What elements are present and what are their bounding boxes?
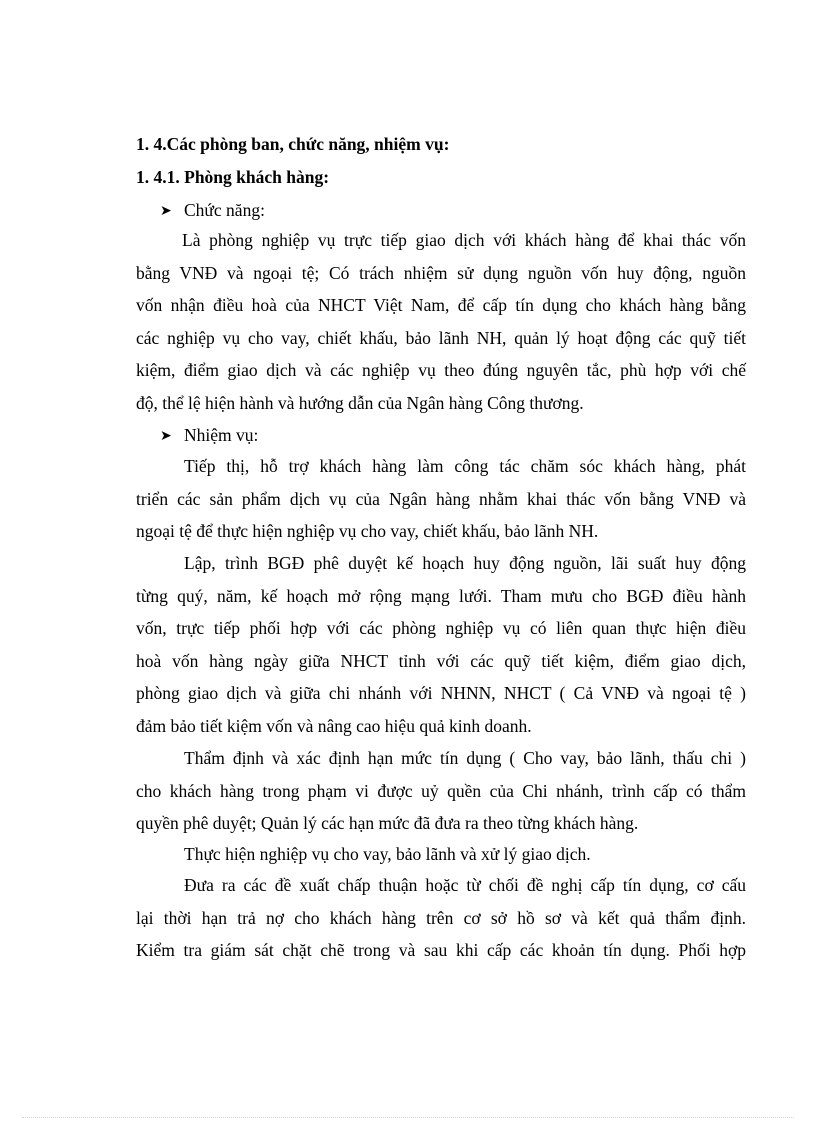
paragraph-line: kiệm, điểm giao dịch và các nghiệp vụ theo đúng nguyên tắc, phù hợp với chế bbox=[136, 360, 746, 381]
function-paragraph bbox=[136, 224, 746, 420]
paragraph-line: quyền phê duyệt; Quản lý các hạn mức đã đưa ra theo từng khách hàng. bbox=[136, 813, 639, 834]
duty-paragraph-1 bbox=[136, 450, 746, 548]
duty-paragraph-5 bbox=[136, 869, 746, 967]
duty-paragraph-3 bbox=[136, 742, 746, 840]
duty-bullet bbox=[160, 424, 258, 448]
paragraph-line: lại thời hạn trả nợ cho khách hàng trên cơ sở hồ sơ và kết quả thẩm định. bbox=[136, 907, 746, 928]
page-bottom-rule bbox=[22, 1117, 794, 1118]
paragraph-line: hoà vốn hàng ngày giữa NHCT tỉnh với các quỹ tiết kiệm, điểm giao dịch, bbox=[136, 650, 746, 671]
paragraph-line: Tiếp thị, hỗ trợ khách hàng làm công tác chăm sóc khách hàng, phát bbox=[184, 456, 746, 476]
paragraph-line: vốn nhận điều hoà của NHCT Việt Nam, để cấp tín dụng cho khách hàng bằng bbox=[136, 295, 746, 316]
duty-paragraph-4 bbox=[136, 838, 746, 871]
paragraph-line: đảm bảo tiết kiệm vốn và nâng cao hiệu quả kinh doanh. bbox=[136, 715, 532, 736]
paragraph-line: Lập, trình BGĐ phê duyệt kế hoạch huy động nguồn, lãi suất huy động bbox=[184, 553, 746, 573]
function-bullet bbox=[160, 199, 265, 223]
paragraph-line: cho khách hàng trong phạm vi được uỷ quền của Chi nhánh, trình cấp có thẩm bbox=[136, 780, 746, 801]
subsection-heading: 1. 4.1. Phòng khách hàng: bbox=[136, 167, 330, 187]
paragraph-line: Thực hiện nghiệp vụ cho vay, bảo lãnh và xử lý giao dịch. bbox=[184, 844, 591, 864]
section-heading: 1. 4.Các phòng ban, chức năng, nhiệm vụ: bbox=[136, 134, 450, 154]
arrow-bullet-icon: ➤ bbox=[160, 204, 172, 219]
paragraph-line: phòng giao dịch và giữa chi nhánh với NHNN, NHCT ( Cả VNĐ và ngoại tệ ) bbox=[136, 683, 746, 704]
duty-paragraph-2 bbox=[136, 547, 746, 743]
paragraph-line: Thẩm định và xác định hạn mức tín dụng ( Cho vay, bảo lãnh, thấu chi ) bbox=[184, 748, 746, 768]
paragraph-line: độ, thể lệ hiện hành và hướng dẫn của Ngân hàng Công thương. bbox=[136, 392, 584, 413]
function-label: Chức năng: bbox=[184, 200, 265, 220]
paragraph-line: bằng VNĐ và ngoại tệ; Có trách nhiệm sử dụng nguồn vốn huy động, nguồn bbox=[136, 262, 746, 283]
paragraph-line: các nghiệp vụ cho vay, chiết khấu, bảo lãnh NH, quản lý hoạt động các quỹ tiết bbox=[136, 327, 746, 348]
paragraph-line: Đưa ra các đề xuất chấp thuận hoặc từ chối đề nghị cấp tín dụng, cơ cấu bbox=[184, 875, 746, 895]
arrow-bullet-icon: ➤ bbox=[160, 429, 172, 444]
paragraph-line: vốn, trực tiếp phối hợp với các phòng nghiệp vụ có liên quan thực hiện điều bbox=[136, 618, 746, 639]
paragraph-line: ngoại tệ để thực hiện nghiệp vụ cho vay, chiết khấu, bảo lãnh NH. bbox=[136, 521, 599, 542]
paragraph-line: triển các sản phẩm dịch vụ của Ngân hàng nhằm khai thác vốn bằng VNĐ và bbox=[136, 488, 746, 509]
duty-label: Nhiệm vụ: bbox=[184, 425, 259, 445]
paragraph-line: Kiểm tra giám sát chặt chẽ trong và sau khi cấp các khoản tín dụng. Phối hợp bbox=[136, 940, 746, 961]
paragraph-line: Là phòng nghiệp vụ trực tiếp giao dịch với khách hàng để khai thác vốn bbox=[182, 230, 746, 250]
paragraph-line: từng quý, năm, kế hoạch mở rộng mạng lưới. Tham mưu cho BGĐ điều hành bbox=[136, 585, 746, 606]
